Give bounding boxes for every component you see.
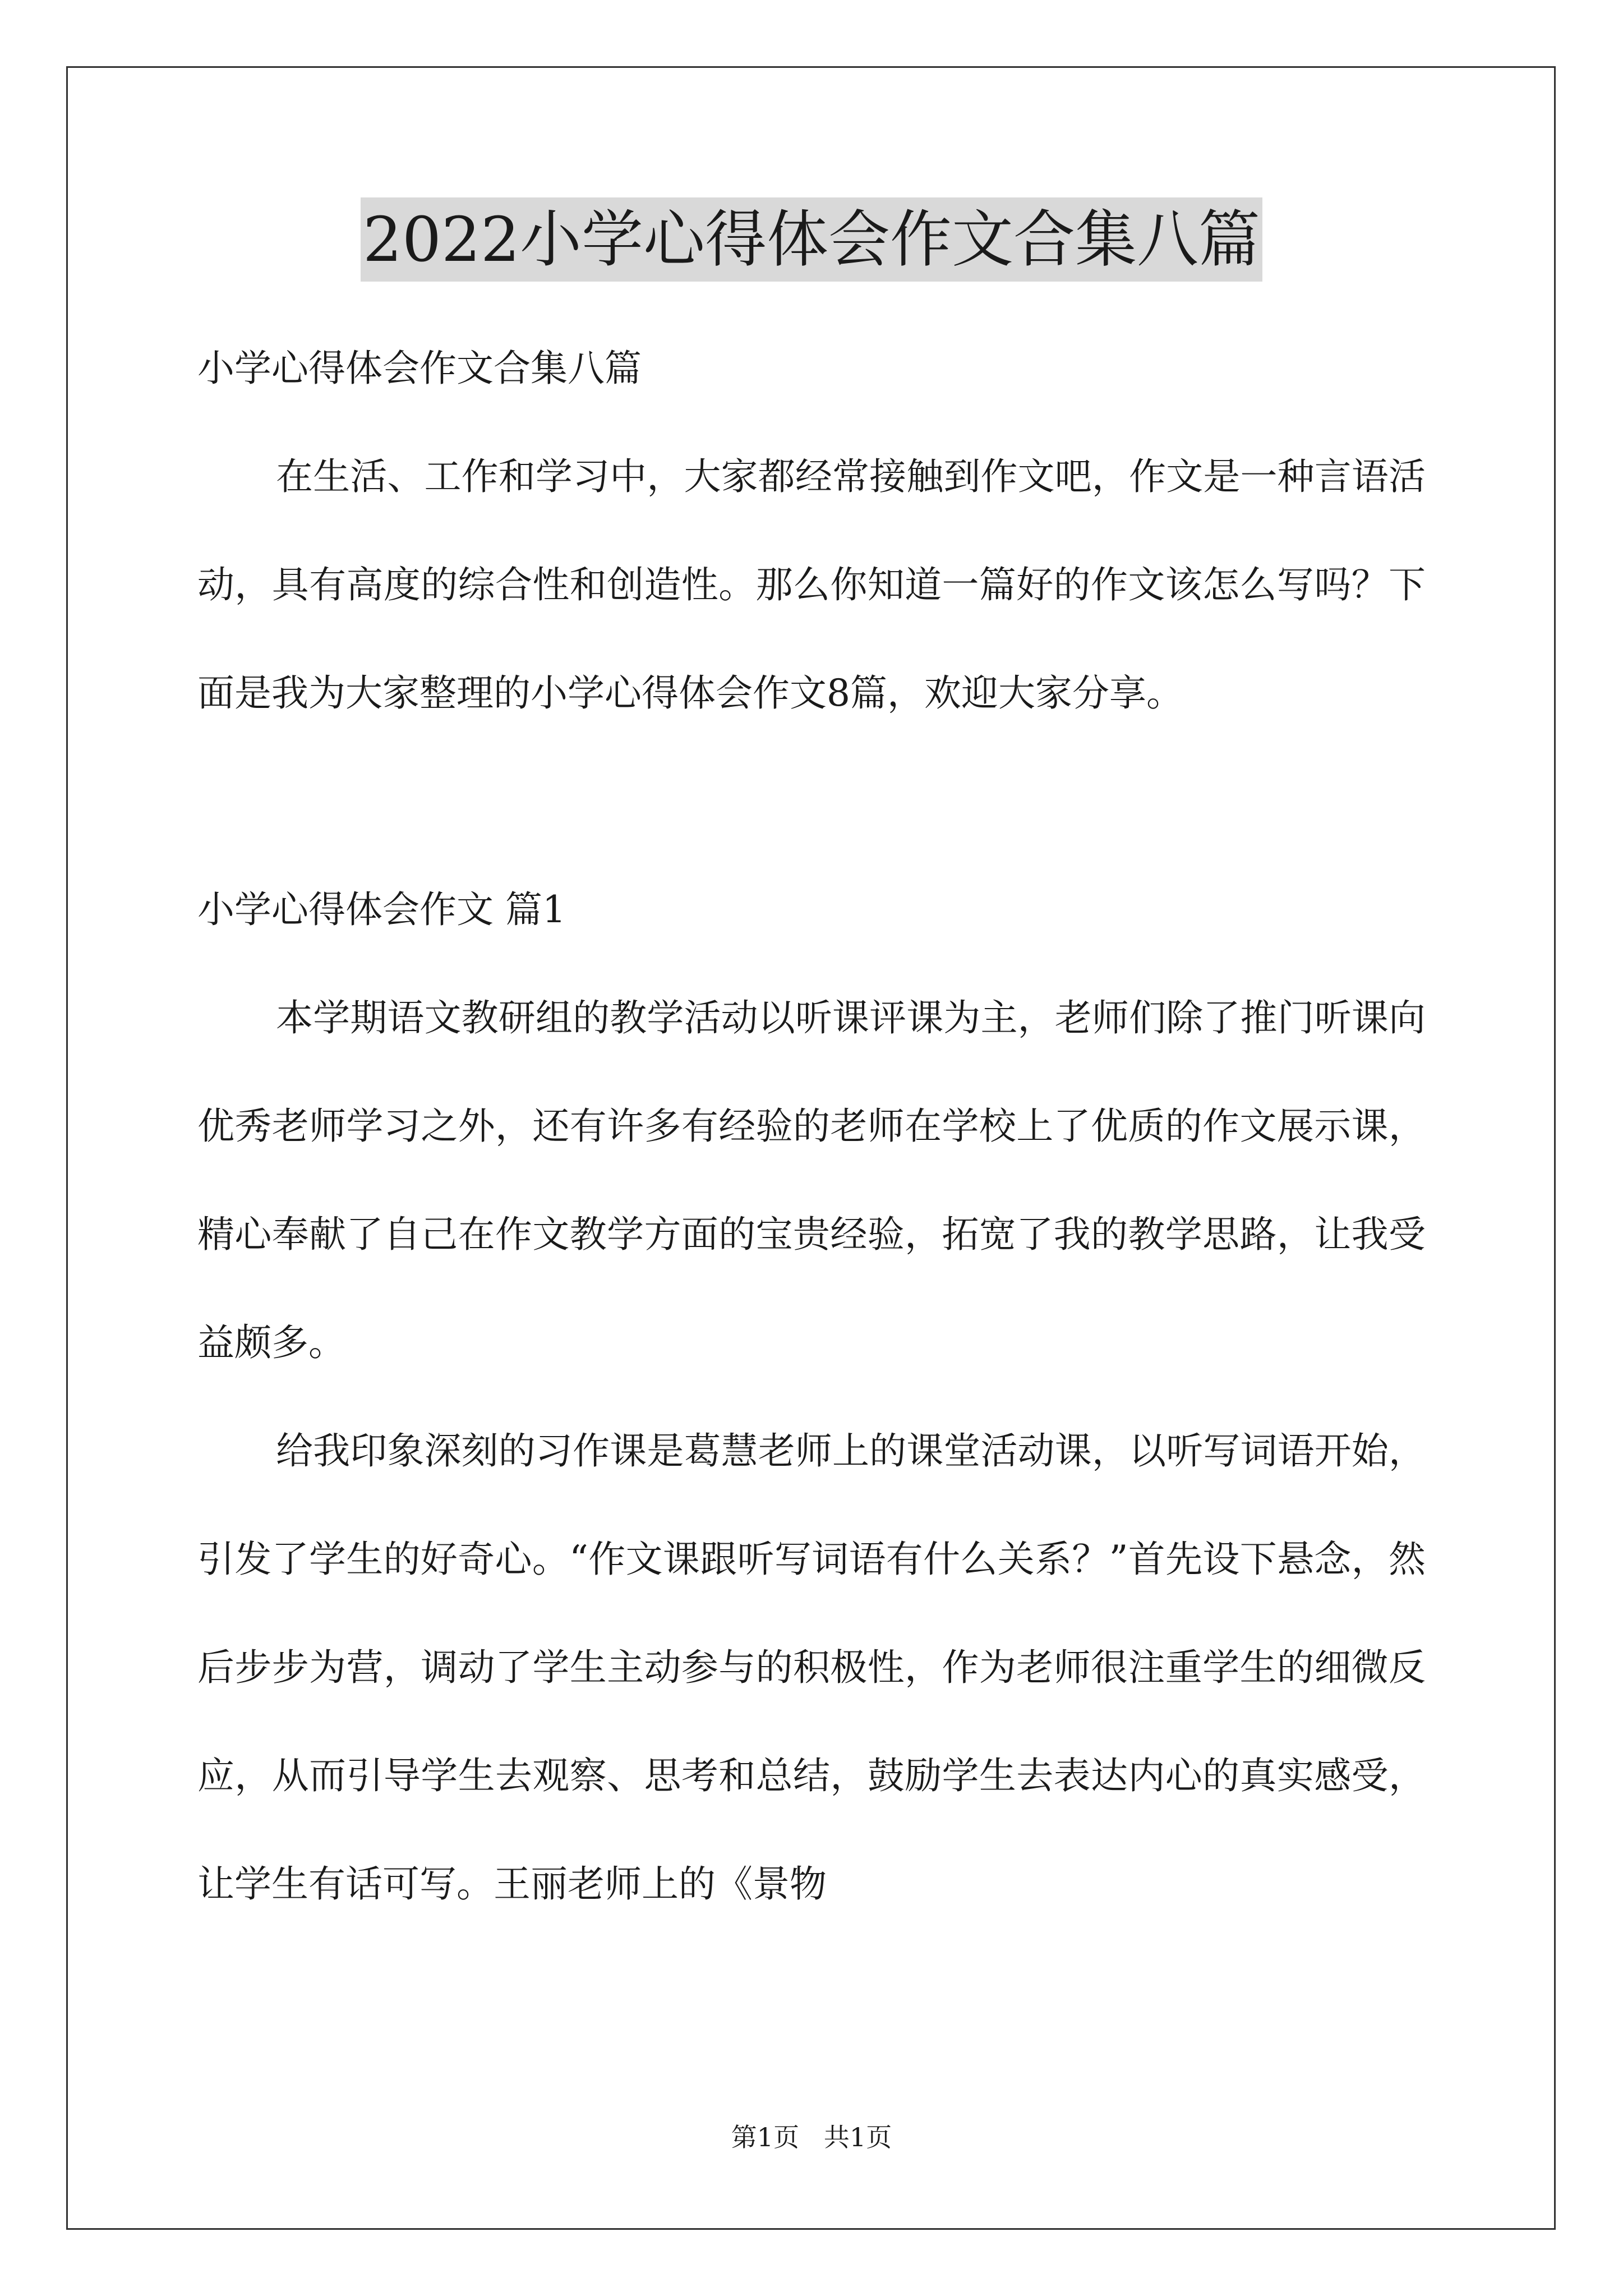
title-container — [0, 197, 1623, 282]
section-spacer — [197, 747, 1426, 855]
document-title: 2022小学心得体会作文合集八篇 — [361, 197, 1262, 282]
page-footer: 第1页 共1页 — [731, 2122, 892, 2152]
document-subtitle: 小学心得体会作文合集八篇 — [197, 347, 642, 390]
body-paragraph: 本学期语文教研组的教学活动以听课评课为主，老师们除了推门听课向优秀老师学习之外，还有许多有经验的老师在学校上了优质的作文展示课，精心奉献了自己在作文教学方面的宝贵经验，拓宽了我的教学思路，让我受益颇多。 — [197, 996, 1426, 1364]
document-body — [197, 314, 1426, 1938]
body-paragraph: 给我印象深刻的习作课是葛慧老师上的课堂活动课，以听写词语开始，引发了学生的好奇心。“作文课跟听写词语有什么关系？”首先设下悬念，然后步步为营，调动了学生主动参与的积极性，作为老师很注重学生的细微反应，从而引导学生去观察、思考和总结，鼓励学生去表达内心的真实感受，让学生有话可写。王丽老师上的《景物 — [197, 1429, 1426, 1906]
section-heading: 小学心得体会作文 篇1 — [197, 888, 566, 931]
intro-paragraph: 在生活、工作和学习中，大家都经常接触到作文吧，作文是一种言语活动，具有高度的综合性和创造性。那么你知道一篇好的作文该怎么写吗？下面是我为大家整理的小学心得体会作文8篇，欢迎大家分享。 — [197, 455, 1426, 715]
